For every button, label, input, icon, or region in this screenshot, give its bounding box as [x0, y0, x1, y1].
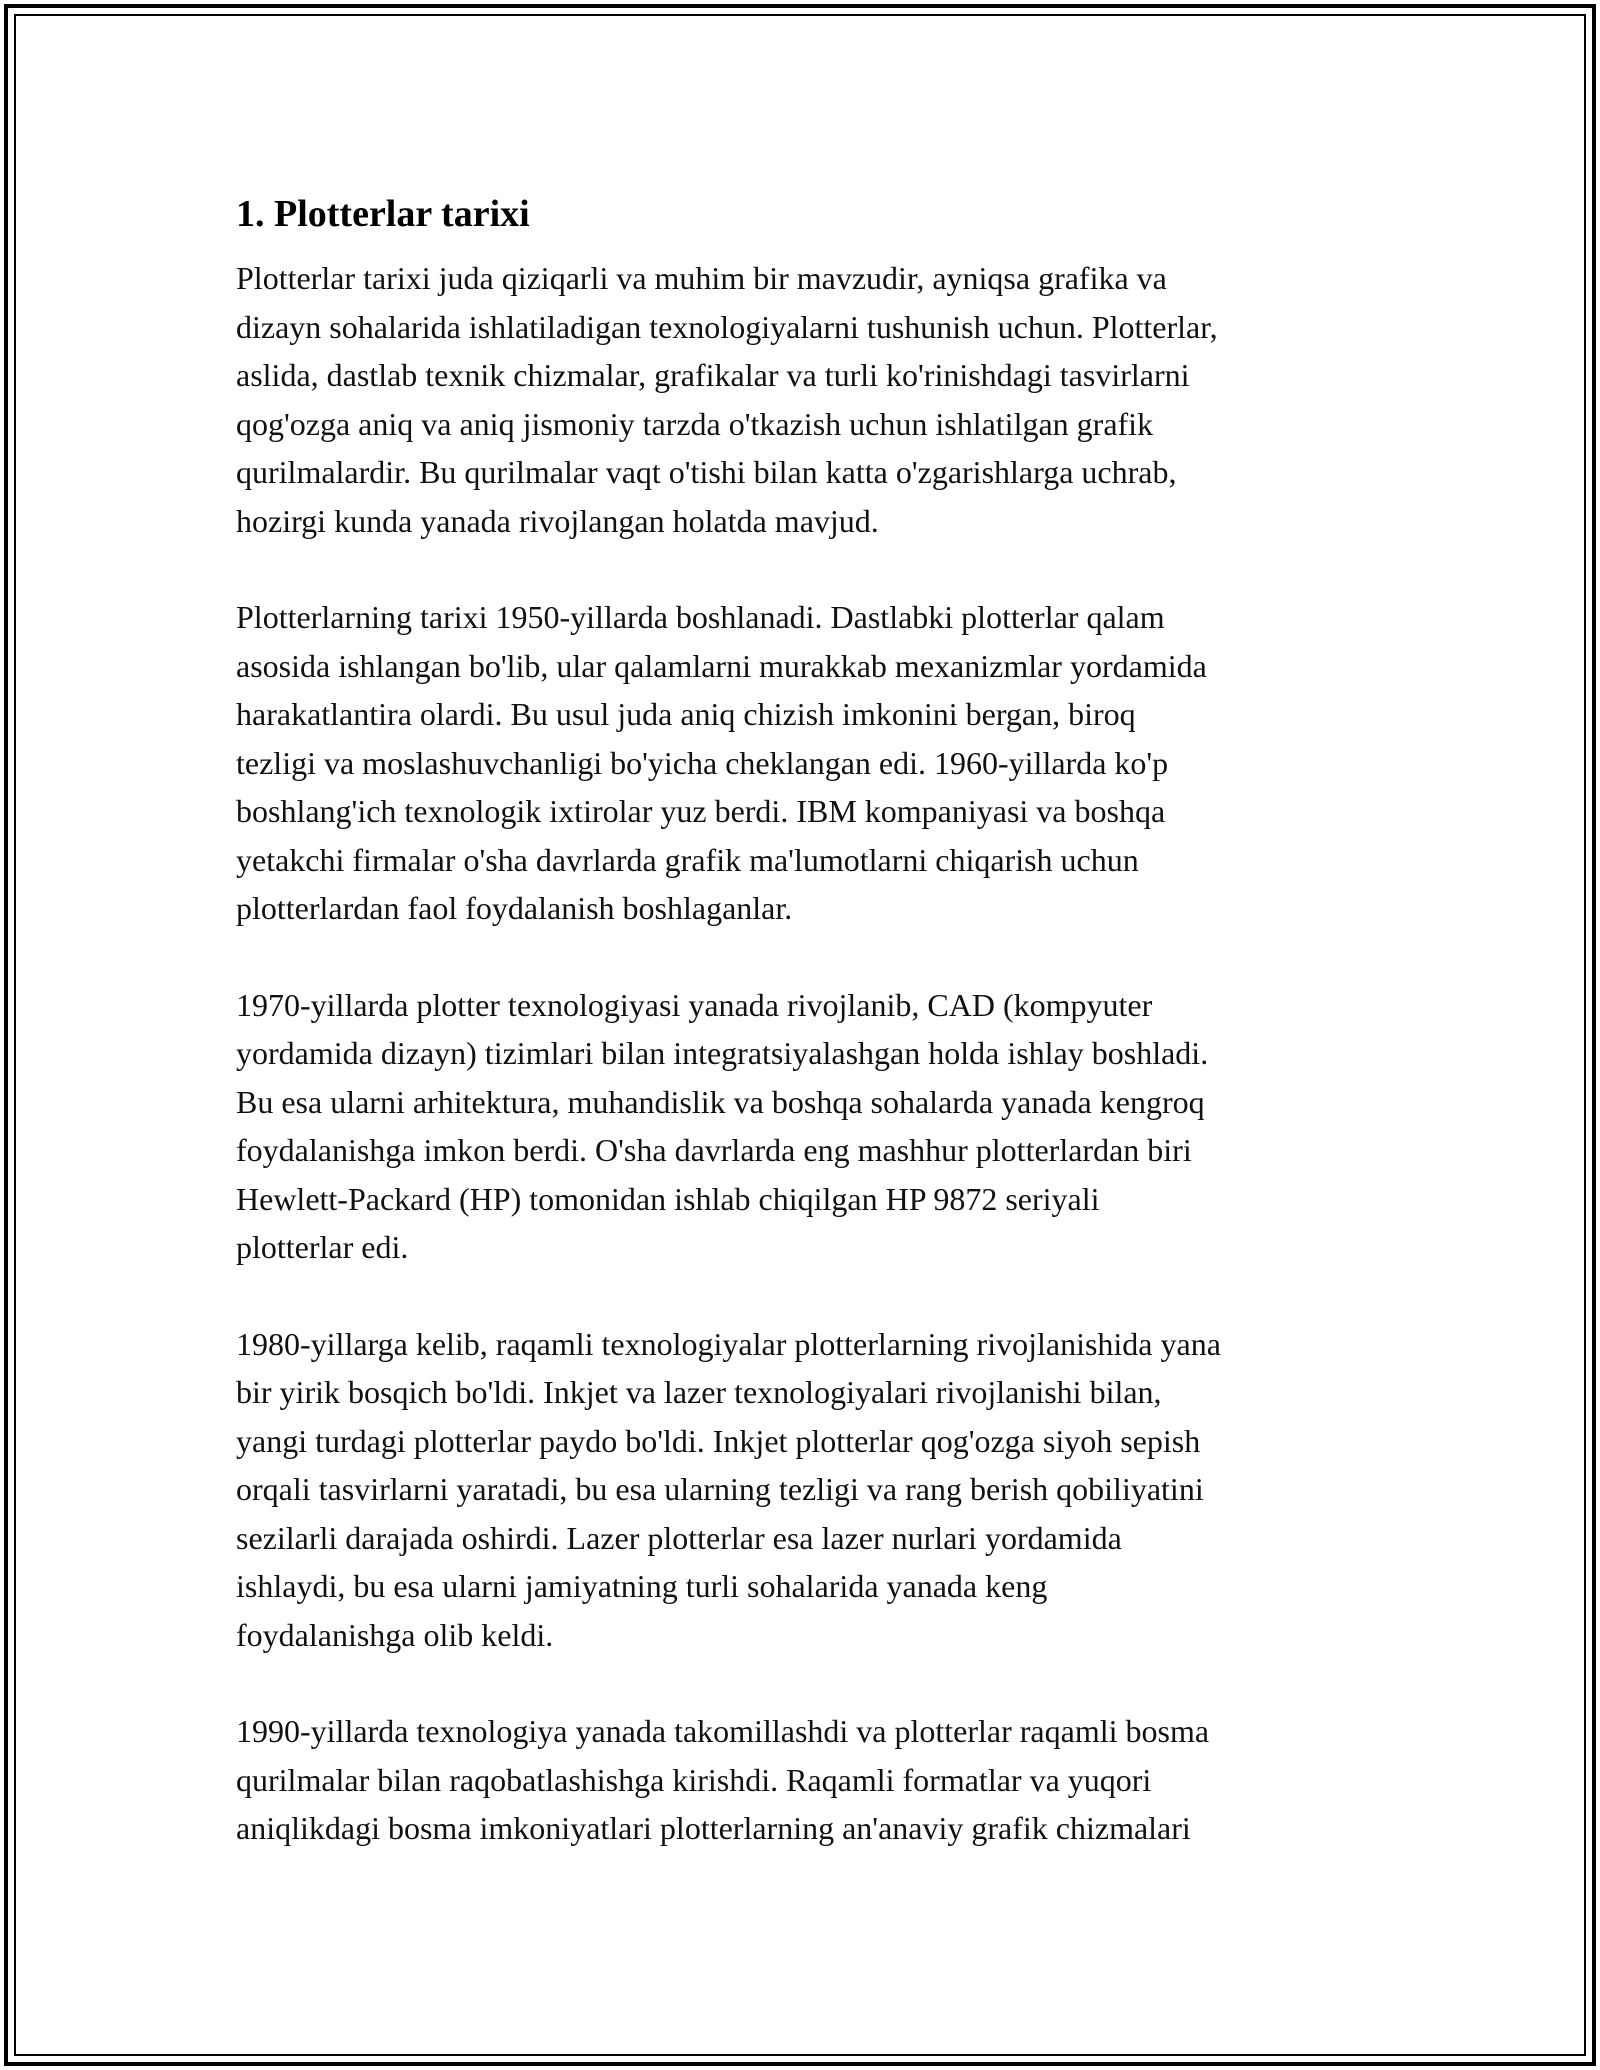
- paragraph-line: 1980-yillarga kelib, raqamli texnologiyalar plotterlarning rivojlanishida yana: [236, 1325, 1221, 1362]
- paragraph-line: sezilarli darajada oshirdi. Lazer plotterlar esa lazer nurlari yordamida: [236, 1519, 1122, 1556]
- paragraph-line: foydalanishga imkon berdi. O'sha davrlarda eng mashhur plotterlardan biri: [236, 1132, 1192, 1168]
- paragraph-1: [236, 254, 1386, 545]
- paragraph-line: dizayn sohalarida ishlatiladigan texnologiyalarni tushunish uchun. Plotterlar,: [236, 308, 1218, 345]
- paragraph-line: aslida, dastlab texnik chizmalar, grafikalar va turli ko'rinishdagi tasvirlarni: [236, 357, 1190, 393]
- paragraph-line: asosida ishlangan bo'lib, ular qalamlarni murakkab mexanizmlar yordamida: [236, 647, 1207, 684]
- paragraph-line: qog'ozga aniq va aniq jismoniy tarzda o'tkazish uchun ishlatilgan grafik: [236, 405, 1154, 442]
- paragraph-5: [236, 1707, 1386, 1853]
- paragraph-line: boshlang'ich texnologik ixtirolar yuz berdi. IBM kompaniyasi va boshqa: [236, 793, 1166, 829]
- paragraph-line: Plotterlar tarixi juda qiziqarli va muhim bir mavzudir, ayniqsa grafika va: [236, 260, 1167, 296]
- paragraph-line: Bu esa ularni arhitektura, muhandislik va boshqa sohalarda yanada kengroq: [236, 1083, 1205, 1120]
- paragraph-line: hozirgi kunda yanada rivojlangan holatda mavjud.: [236, 502, 879, 539]
- paragraph-line: 1990-yillarda texnologiya yanada takomillashdi va plotterlar raqamli bosma: [236, 1713, 1210, 1749]
- paragraph-3: [236, 981, 1386, 1272]
- paragraph-line: plotterlardan faol foydalanish boshlaganlar.: [236, 890, 793, 926]
- section-title: 1. Plotterlar tarixi: [236, 193, 530, 235]
- paragraph-line: aniqlikdagi bosma imkoniyatlari plotterlarning an'anaviy grafik chizmalari: [236, 1810, 1191, 1846]
- paragraph-line: qurilmalardir. Bu qurilmalar vaqt o'tishi bilan katta o'zgarishlarga uchrab,: [236, 454, 1177, 490]
- paragraph-line: tezligi va moslashuvchanligi bo'yicha cheklangan edi. 1960-yillarda ko'p: [236, 744, 1169, 781]
- paragraph-line: ishlaydi, bu esa ularni jamiyatning turli sohalarida yanada keng: [236, 1568, 1048, 1604]
- paragraph-line: yetakchi firmalar o'sha davrlarda grafik ma'lumotlarni chiqarish uchun: [236, 841, 1139, 878]
- paragraph-4: [236, 1320, 1386, 1660]
- paragraph-line: yangi turdagi plotterlar paydo bo'ldi. Inkjet plotterlar qog'ozga siyoh sepish: [236, 1422, 1201, 1459]
- paragraph-line: Plotterlarning tarixi 1950-yillarda boshlanadi. Dastlabki plotterlar qalam: [236, 599, 1165, 635]
- paragraph-line: orqali tasvirlarni yaratadi, bu esa ularning tezligi va rang berish qobiliyatini: [236, 1471, 1204, 1507]
- paragraph-line: Hewlett-Packard (HP) tomonidan ishlab chiqilgan HP 9872 seriyali: [236, 1180, 1100, 1217]
- paragraph-line: qurilmalar bilan raqobatlashishga kirishdi. Raqamli formatlar va yuqori: [236, 1761, 1152, 1798]
- paragraph-line: bir yirik bosqich bo'ldi. Inkjet va lazer texnologiyalari rivojlanishi bilan,: [236, 1374, 1162, 1410]
- paragraph-line: plotterlar edi.: [236, 1229, 409, 1265]
- paragraph-line: harakatlantira olardi. Bu usul juda aniq chizish imkonini bergan, biroq: [236, 696, 1136, 732]
- paragraph-2: [236, 593, 1386, 933]
- document-content: [236, 188, 1386, 1901]
- paragraph-line: foydalanishga olib keldi.: [236, 1616, 554, 1653]
- paragraph-line: yordamida dizayn) tizimlari bilan integratsiyalashgan holda ishlay boshladi.: [236, 1035, 1209, 1071]
- paragraph-line: 1970-yillarda plotter texnologiyasi yanada rivojlanib, CAD (kompyuter: [236, 986, 1153, 1023]
